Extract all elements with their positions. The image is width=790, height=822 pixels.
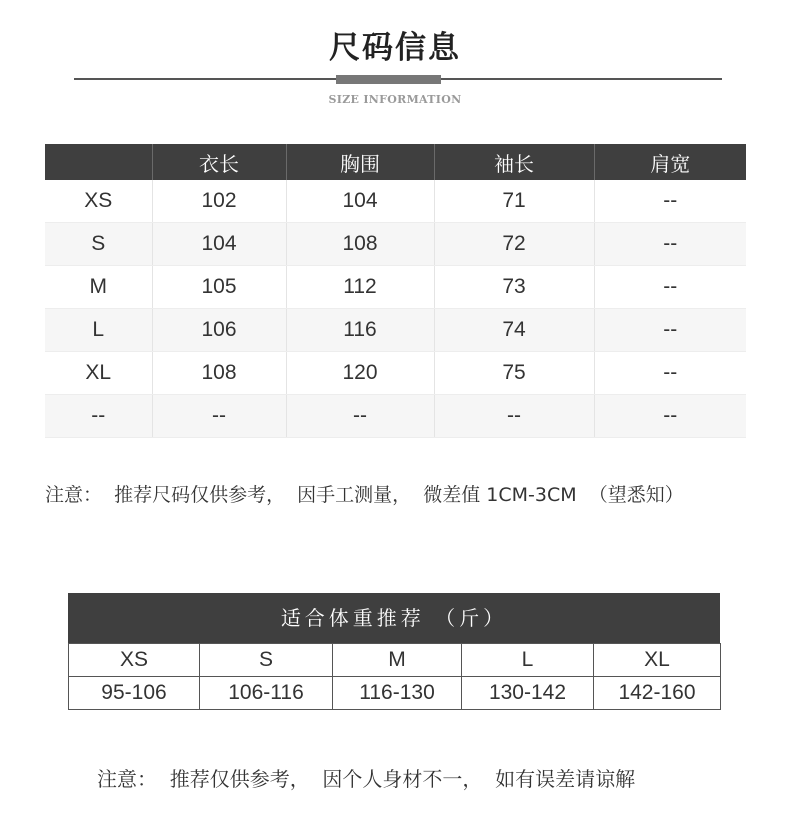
measurement-note: 注意： 推荐尺码仅供参考， 因手工测量， 微差值 1CM-3CM （望悉知） bbox=[45, 484, 684, 506]
table-cell: 116 bbox=[286, 309, 434, 352]
weight-range-cell: 106-116 bbox=[200, 677, 333, 710]
size-table-header-row bbox=[45, 144, 746, 180]
table-cell: -- bbox=[434, 395, 594, 438]
table-cell: -- bbox=[594, 395, 746, 438]
table-row bbox=[45, 223, 746, 266]
table-cell: M bbox=[45, 266, 152, 309]
table-cell: 102 bbox=[152, 180, 286, 223]
table-cell: 108 bbox=[152, 352, 286, 395]
table-cell: 106 bbox=[152, 309, 286, 352]
weight-recommendation-table bbox=[68, 593, 720, 710]
table-cell: 75 bbox=[434, 352, 594, 395]
weight-range-cell: 142-160 bbox=[594, 677, 721, 710]
table-cell: -- bbox=[152, 395, 286, 438]
header-cell-chest: 胸围 bbox=[286, 144, 434, 180]
table-cell: 104 bbox=[286, 180, 434, 223]
table-cell: -- bbox=[594, 309, 746, 352]
weight-size-cell: XL bbox=[594, 644, 721, 677]
title-divider-accent bbox=[336, 75, 441, 84]
page-subtitle: SIZE INFORMATION bbox=[328, 93, 462, 106]
table-cell: 74 bbox=[434, 309, 594, 352]
table-row bbox=[45, 395, 746, 438]
table-row bbox=[45, 309, 746, 352]
weight-range-cell: 116-130 bbox=[333, 677, 462, 710]
table-cell: 104 bbox=[152, 223, 286, 266]
table-cell: 71 bbox=[434, 180, 594, 223]
weight-size-row bbox=[69, 644, 721, 677]
table-cell: -- bbox=[45, 395, 152, 438]
weight-range-row bbox=[69, 677, 721, 710]
header-cell-length: 衣长 bbox=[152, 144, 286, 180]
table-cell: 73 bbox=[434, 266, 594, 309]
table-row bbox=[45, 180, 746, 223]
table-cell: XS bbox=[45, 180, 152, 223]
table-cell: S bbox=[45, 223, 152, 266]
weight-size-cell: L bbox=[462, 644, 594, 677]
header-cell-shoulder: 肩宽 bbox=[594, 144, 746, 180]
table-cell: -- bbox=[594, 180, 746, 223]
table-cell: L bbox=[45, 309, 152, 352]
table-cell: 105 bbox=[152, 266, 286, 309]
table-cell: -- bbox=[594, 352, 746, 395]
header-cell-sleeve: 袖长 bbox=[434, 144, 594, 180]
table-cell: 120 bbox=[286, 352, 434, 395]
page-title: 尺码信息 bbox=[329, 30, 461, 66]
table-cell: -- bbox=[594, 223, 746, 266]
table-row bbox=[45, 266, 746, 309]
weight-table-title: 适合体重推荐 （斤） bbox=[68, 593, 720, 643]
weight-size-cell: XS bbox=[69, 644, 200, 677]
table-cell: XL bbox=[45, 352, 152, 395]
size-table bbox=[45, 144, 746, 438]
weight-note: 注意： 推荐仅供参考， 因个人身材不一， 如有误差请谅解 bbox=[97, 767, 636, 791]
weight-range-cell: 95-106 bbox=[69, 677, 200, 710]
table-cell: 112 bbox=[286, 266, 434, 309]
weight-table-grid bbox=[68, 643, 721, 710]
header-cell-size bbox=[45, 144, 152, 180]
weight-size-cell: S bbox=[200, 644, 333, 677]
table-cell: 108 bbox=[286, 223, 434, 266]
table-row bbox=[45, 352, 746, 395]
weight-size-cell: M bbox=[333, 644, 462, 677]
table-cell: -- bbox=[286, 395, 434, 438]
table-cell: -- bbox=[594, 266, 746, 309]
table-cell: 72 bbox=[434, 223, 594, 266]
weight-range-cell: 130-142 bbox=[462, 677, 594, 710]
